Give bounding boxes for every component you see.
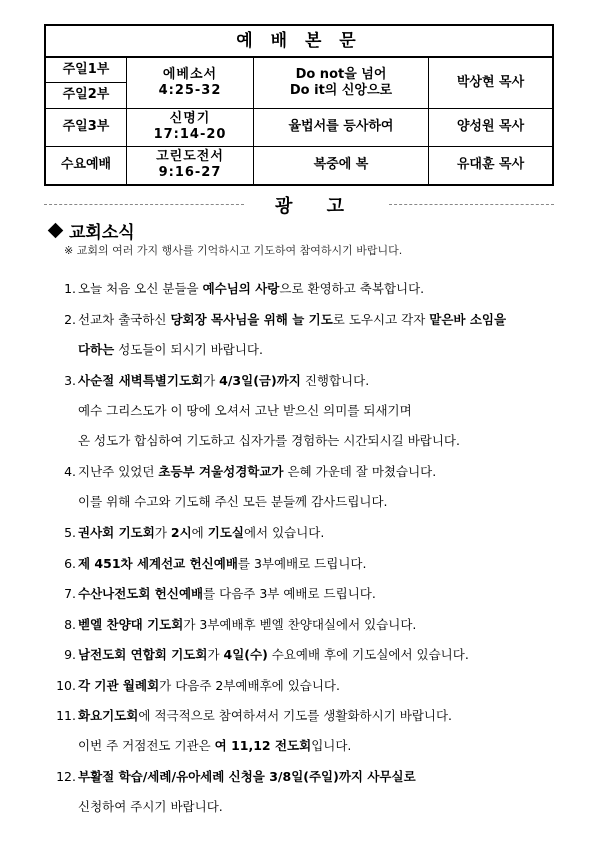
announcement-text	[78, 647, 558, 677]
emphasis-text: 부활절 학습/세례/유아세례 신청을 3/8일(주일)까지 사무실로	[78, 769, 416, 784]
plain-text: 선교차 출국하신	[78, 311, 171, 327]
emphasis-text: 2시	[170, 525, 192, 540]
emphasis-text: 화요기도회	[78, 708, 139, 723]
scripture-book: 신명기	[169, 111, 211, 127]
plain-text: 가 3부예배후 벧엘 찬양대실에서 있습니다.	[183, 616, 417, 632]
emphasis-text: 남전도회 연합회 기도회	[78, 647, 208, 662]
plain-text: 성도들이 되시기 바랍니다.	[114, 341, 263, 357]
announcement-line	[78, 433, 558, 463]
scripture-verse: 17:14-20	[153, 127, 227, 143]
emphasis-text: 맡은바 소임을	[429, 311, 507, 327]
announcement-number: 9.	[64, 647, 76, 662]
announcement-line	[78, 373, 558, 403]
announcement-line	[78, 678, 558, 708]
service-name: 주일1부	[45, 57, 127, 82]
plain-text: 신청하여 주시기 바랍니다.	[78, 799, 223, 814]
plain-text: 예수 그리스도가 이 땅에 오셔서 고난 받으신 의미를 되새기며	[78, 402, 412, 418]
announcement-line	[78, 769, 558, 799]
emphasis-text: 권사회 기도회	[78, 525, 155, 540]
scripture-book: 에베소서	[162, 66, 218, 82]
announcement-number: 5.	[64, 525, 76, 540]
emphasis-text: 당회장 목사님을 위해 늘 기도	[170, 311, 333, 327]
scripture-book: 고린도전서	[156, 149, 224, 165]
dashed-divider	[44, 204, 244, 205]
emphasis-text: 기도실	[207, 525, 244, 540]
emphasis-text: 각 기관 월례회	[78, 677, 160, 693]
scripture-verse: 4:25-32	[158, 82, 222, 98]
section-heading	[46, 218, 135, 243]
emphasis-text: 사순절 새벽특별기도회	[78, 372, 204, 388]
announcements-heading	[44, 190, 554, 218]
announcement-line	[78, 464, 558, 494]
announcement-number: 1.	[64, 281, 76, 296]
announcement-line	[78, 647, 558, 677]
announcement-number: 6.	[64, 555, 76, 571]
sermon-table	[44, 24, 554, 186]
plain-text: 입니다.	[311, 738, 352, 753]
service-name: 주일2부	[45, 83, 127, 108]
plain-text: 에 적극적으로 참여하셔서 기도를 생활화하시기 바랍니다.	[138, 708, 453, 723]
announcement-line	[78, 586, 558, 616]
sermon-title-line: Do not을 넘어	[295, 66, 387, 82]
announcement-number: 3.	[64, 372, 76, 388]
plain-text: 으로 환영하고 축복합니다.	[279, 281, 425, 296]
announcement-line	[78, 403, 558, 433]
announcement-text	[78, 708, 558, 768]
announcement-line	[78, 799, 558, 829]
plain-text: 가	[207, 647, 224, 662]
announcement-text	[78, 373, 558, 463]
sermon-title: 율법서를 등사하여	[254, 108, 429, 146]
emphasis-text: 수산나전도회 헌신예배	[78, 586, 204, 601]
emphasis-text: 초등부 겨울성경학교가	[158, 464, 284, 479]
announcement-number: 4.	[64, 464, 76, 479]
announcement-text	[78, 617, 558, 647]
announcement-text	[78, 281, 558, 311]
plain-text: 가 다음주 2부예배후에 있습니다.	[159, 677, 340, 693]
plain-text: 에서 있습니다.	[243, 525, 325, 540]
emphasis-text: 예수님의 사랑	[202, 281, 280, 296]
announcement-text	[78, 586, 558, 616]
announcement-line	[78, 556, 558, 586]
emphasis-text: 벧엘 찬양대 기도회	[78, 616, 184, 632]
plain-text: 은혜 가운데 잘 마쳤습니다.	[283, 464, 437, 479]
emphasis-text: 다하는	[78, 341, 115, 357]
diamond-bullet-icon	[48, 223, 64, 239]
announcements-title: 광 고	[274, 196, 359, 217]
plain-text: 이를 위해 수고와 기도해 주신 모든 분들께 감사드립니다.	[78, 494, 388, 509]
plain-text: 가	[203, 372, 220, 388]
announcement-line	[78, 617, 558, 647]
emphasis-text: 제 451차 세계선교 헌신예배	[78, 555, 238, 571]
scripture-verse: 9:16-27	[158, 165, 222, 181]
announcement-text	[78, 678, 558, 708]
preacher: 유대훈 목사	[429, 146, 554, 185]
plain-text: 에	[191, 525, 208, 540]
announcement-text	[78, 464, 558, 524]
announcement-line	[78, 708, 558, 738]
announcement-number: 2.	[64, 311, 76, 327]
section-note: ※ 교회의 여러 가지 행사를 기억하시고 기도하여 참여하시기 바랍니다.	[64, 244, 403, 257]
announcement-line	[78, 281, 558, 311]
announcement-number: 7.	[64, 586, 76, 601]
plain-text: 를 다음주 3부 예배로 드립니다.	[203, 586, 376, 601]
emphasis-text: 4/3일(금)까지	[219, 372, 301, 388]
plain-text: 가	[154, 525, 171, 540]
announcement-number: 12.	[56, 769, 76, 784]
announcement-line	[78, 738, 558, 768]
announcement-line	[78, 525, 558, 555]
plain-text: 이번 주 거점전도 기관은	[78, 738, 215, 753]
sermon-title	[254, 57, 429, 108]
plain-text: 진행합니다.	[300, 372, 370, 388]
announcement-number: 8.	[64, 616, 76, 632]
announcement-text	[78, 556, 558, 586]
sermon-title: 복중에 복	[254, 146, 429, 185]
plain-text: 지난주 있었던	[78, 464, 159, 479]
announcement-text	[78, 769, 558, 829]
service-name: 수요예배	[45, 146, 127, 185]
sermon-table-title: 예 배 본 문	[45, 25, 553, 57]
plain-text: 오늘 처음 오신 분들을	[78, 281, 203, 296]
emphasis-text: 4일(수)	[223, 647, 268, 662]
announcement-number: 10.	[56, 677, 76, 693]
plain-text: 수요예배 후에 기도실에서 있습니다.	[267, 647, 469, 662]
scripture-ref	[127, 57, 254, 108]
announcement-line	[78, 342, 558, 372]
announcement-number: 11.	[56, 708, 76, 723]
plain-text: 를 3부예배로 드립니다.	[237, 555, 367, 571]
dashed-divider	[389, 204, 554, 205]
plain-text: 온 성도가 합심하여 기도하고 십자가를 경험하는 시간되시길 바랍니다.	[78, 432, 460, 448]
sermon-title-line: Do it의 신앙으로	[289, 82, 393, 98]
preacher: 박상현 목사	[429, 57, 554, 108]
announcement-text	[78, 312, 558, 372]
preacher: 양성원 목사	[429, 108, 554, 146]
plain-text: 로 도우시고 각자	[332, 311, 430, 327]
emphasis-text: 여 11,12 전도회	[214, 738, 312, 753]
announcement-line	[78, 494, 558, 524]
service-name: 주일3부	[45, 108, 127, 146]
section-title: 교회소식	[69, 223, 135, 243]
announcement-text	[78, 525, 558, 555]
scripture-ref	[127, 108, 254, 146]
announcement-line	[78, 312, 558, 342]
scripture-ref	[127, 146, 254, 185]
